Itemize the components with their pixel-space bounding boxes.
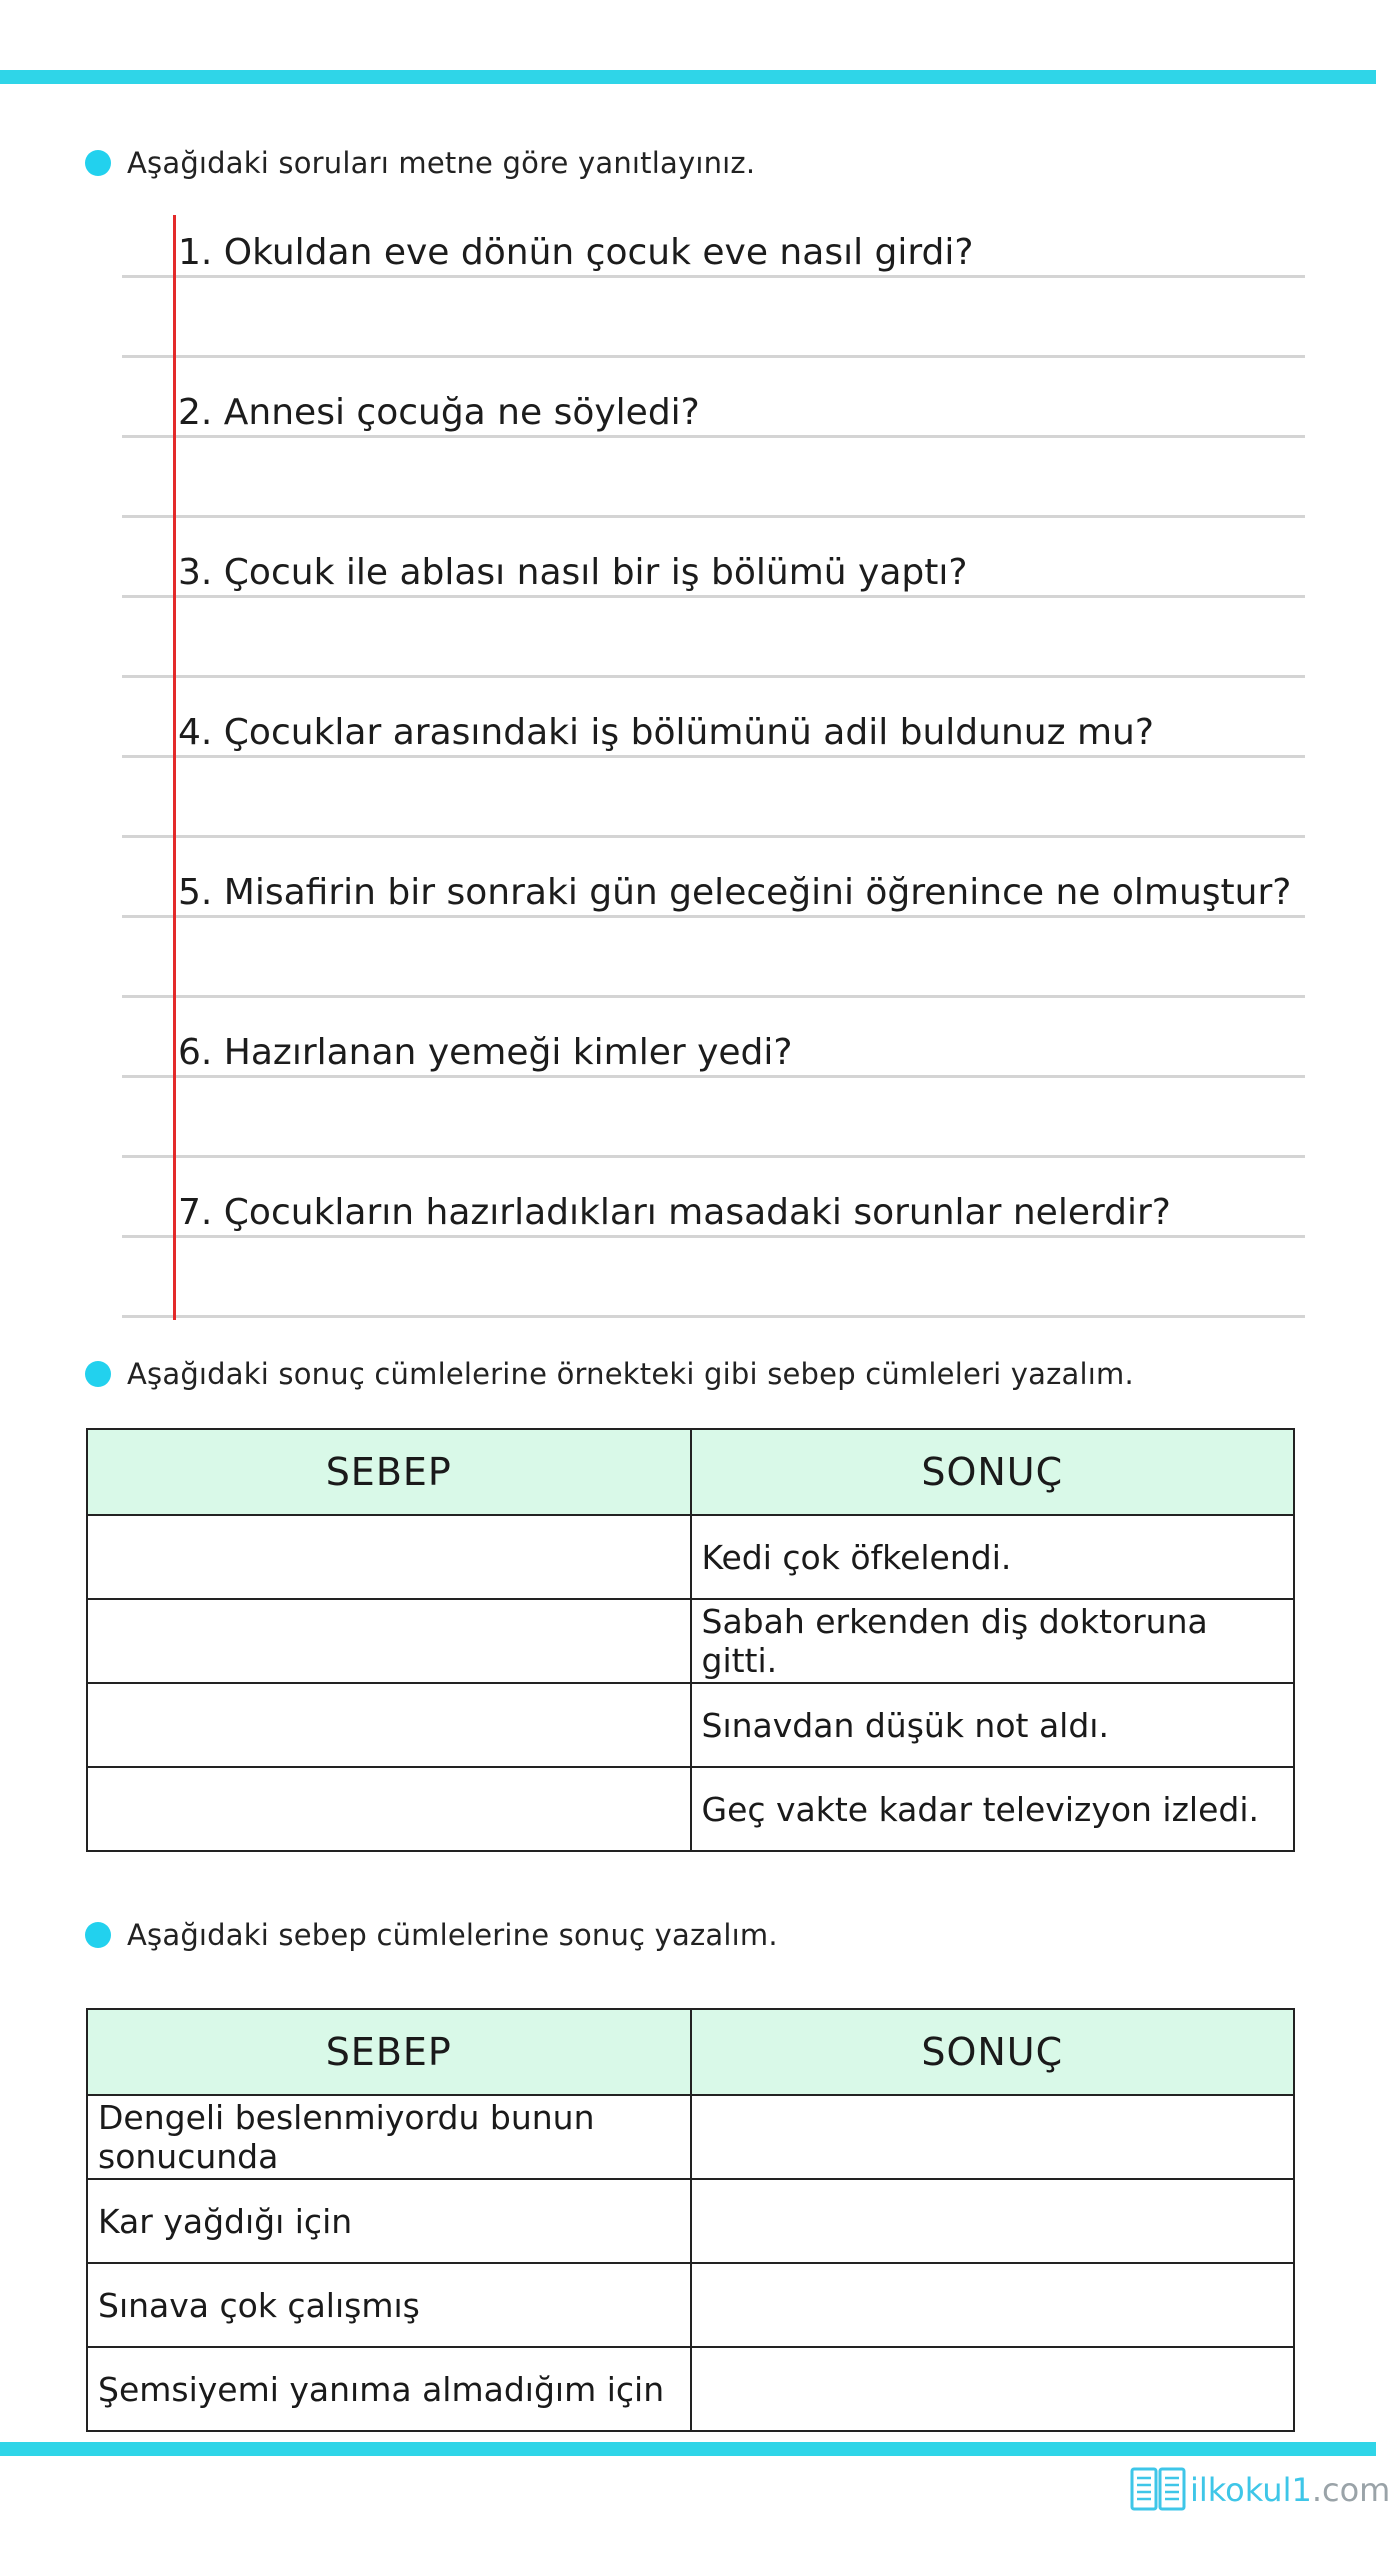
writing-rule bbox=[122, 835, 1305, 838]
effect-answer-cell[interactable] bbox=[691, 2347, 1295, 2431]
question-4: 4. Çocuklar arasındaki iş bölümünü adil buldunuz mu? bbox=[178, 712, 1154, 753]
effect-cell: Sabah erkenden diş doktoruna gitti. bbox=[691, 1599, 1295, 1683]
table-row bbox=[87, 2347, 1294, 2431]
effect-cell: Geç vakte kadar televizyon izledi. bbox=[691, 1767, 1295, 1851]
effect-cell: Sınavdan düşük not aldı. bbox=[691, 1683, 1295, 1767]
effect-answer-cell[interactable] bbox=[691, 2263, 1295, 2347]
cause-effect-table-2-clip bbox=[86, 2008, 1297, 2413]
writing-rule bbox=[122, 595, 1305, 598]
question-1: 1. Okuldan eve dönün çocuk eve nasıl girdi? bbox=[178, 232, 974, 273]
cause-effect-table-1 bbox=[86, 1428, 1295, 1852]
table-row bbox=[87, 1515, 1294, 1599]
logo-brand: ilkokul1 bbox=[1190, 2471, 1312, 2509]
cause-cell: Kar yağdığı için bbox=[87, 2179, 691, 2263]
section1-instruction: Aşağıdaki soruları metne göre yanıtlayınız. bbox=[85, 146, 755, 180]
writing-rule bbox=[122, 755, 1305, 758]
writing-rule bbox=[122, 355, 1305, 358]
writing-rule bbox=[122, 915, 1305, 918]
bullet-icon bbox=[85, 1922, 111, 1948]
cause-effect-table-2 bbox=[86, 2008, 1295, 2432]
cause-answer-cell[interactable] bbox=[87, 1683, 691, 1767]
writing-rule bbox=[122, 435, 1305, 438]
question-6: 6. Hazırlanan yemeği kimler yedi? bbox=[178, 1032, 793, 1073]
cause-answer-cell[interactable] bbox=[87, 1515, 691, 1599]
writing-rule bbox=[122, 1155, 1305, 1158]
header-cause: SEBEP bbox=[87, 2009, 691, 2095]
site-logo[interactable] bbox=[1130, 2465, 1390, 2515]
writing-rule bbox=[122, 675, 1305, 678]
question-3: 3. Çocuk ile ablası nasıl bir iş bölümü yaptı? bbox=[178, 552, 968, 593]
table-row bbox=[87, 2179, 1294, 2263]
cause-answer-cell[interactable] bbox=[87, 1599, 691, 1683]
table-row bbox=[87, 2263, 1294, 2347]
bullet-icon bbox=[85, 1361, 111, 1387]
writing-rule bbox=[122, 1075, 1305, 1078]
table-row bbox=[87, 1767, 1294, 1851]
logo-suffix: .com bbox=[1311, 2471, 1390, 2509]
book-icon bbox=[1130, 2465, 1186, 2515]
question-2: 2. Annesi çocuğa ne söyledi? bbox=[178, 392, 700, 433]
writing-rule bbox=[122, 275, 1305, 278]
effect-answer-cell[interactable] bbox=[691, 2179, 1295, 2263]
cause-cell: Sınava çok çalışmış bbox=[87, 2263, 691, 2347]
top-accent-band bbox=[0, 70, 1376, 84]
cause-answer-cell[interactable] bbox=[87, 1767, 691, 1851]
table-row bbox=[87, 1599, 1294, 1683]
table-header-row bbox=[87, 1429, 1294, 1515]
header-cause: SEBEP bbox=[87, 1429, 691, 1515]
writing-rule bbox=[122, 1235, 1305, 1238]
table-header-row bbox=[87, 2009, 1294, 2095]
writing-rule bbox=[122, 995, 1305, 998]
section3-instruction: Aşağıdaki sebep cümlelerine sonuç yazalım. bbox=[85, 1918, 778, 1952]
writing-rule bbox=[122, 515, 1305, 518]
question-7: 7. Çocukların hazırladıkları masadaki sorunlar nelerdir? bbox=[178, 1192, 1171, 1233]
bullet-icon bbox=[85, 150, 111, 176]
table-row bbox=[87, 1683, 1294, 1767]
section2-instruction: Aşağıdaki sonuç cümlelerine örnekteki gibi sebep cümleleri yazalım. bbox=[85, 1357, 1134, 1391]
margin-line bbox=[173, 215, 176, 1320]
effect-answer-cell[interactable] bbox=[691, 2095, 1295, 2179]
bottom-accent-band bbox=[0, 2442, 1376, 2456]
writing-rule bbox=[122, 1315, 1305, 1318]
cause-cell: Dengeli beslenmiyordu bunun sonucunda bbox=[87, 2095, 691, 2179]
logo-text bbox=[1190, 2471, 1390, 2509]
writing-lines bbox=[122, 215, 1305, 1325]
table-row bbox=[87, 2095, 1294, 2179]
header-effect: SONUÇ bbox=[691, 1429, 1295, 1515]
question-5: 5. Misafirin bir sonraki gün geleceğini öğrenince ne olmuştur? bbox=[178, 872, 1292, 913]
cause-cell: Şemsiyemi yanıma almadığım için bbox=[87, 2347, 691, 2431]
effect-cell: Kedi çok öfkelendi. bbox=[691, 1515, 1295, 1599]
header-effect: SONUÇ bbox=[691, 2009, 1295, 2095]
